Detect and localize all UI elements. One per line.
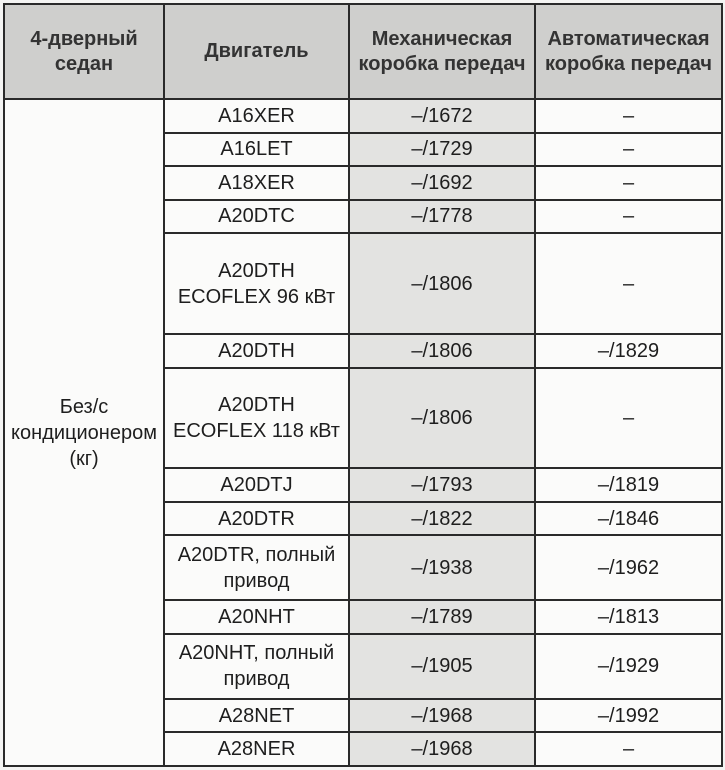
engine-cell: A20DTR [164, 502, 349, 536]
group-label: Без/с кондиционером (кг) [4, 99, 164, 766]
automatic-cell: –/1929 [535, 634, 722, 699]
header-manual-gearbox: Механическая коробка передач [349, 4, 535, 99]
automatic-cell: –/1846 [535, 502, 722, 536]
engine-cell: A18XER [164, 166, 349, 200]
automatic-cell: – [535, 732, 722, 766]
manual-cell: –/1672 [349, 99, 535, 133]
automatic-cell: – [535, 233, 722, 334]
automatic-cell: –/1819 [535, 468, 722, 502]
header-automatic-gearbox: Автоматическая коробка передач [535, 4, 722, 99]
engine-cell: A28NET [164, 699, 349, 733]
engine-cell: A20DTH ECOFLEX 96 кВт [164, 233, 349, 334]
table-row [4, 99, 722, 133]
automatic-cell: –/1829 [535, 334, 722, 368]
engine-cell: A20NHT, полный привод [164, 634, 349, 699]
manual-cell: –/1968 [349, 699, 535, 733]
header-body-type: 4-дверный седан [4, 4, 164, 99]
manual-cell: –/1729 [349, 133, 535, 167]
weight-table [3, 3, 723, 767]
engine-cell: A16LET [164, 133, 349, 167]
automatic-cell: –/1813 [535, 600, 722, 634]
automatic-cell: –/1992 [535, 699, 722, 733]
manual-cell: –/1806 [349, 334, 535, 368]
engine-cell: A20DTH ECOFLEX 118 кВт [164, 368, 349, 469]
engine-cell: A16XER [164, 99, 349, 133]
manual-cell: –/1789 [349, 600, 535, 634]
header-row [4, 4, 722, 99]
manual-cell: –/1793 [349, 468, 535, 502]
manual-cell: –/1822 [349, 502, 535, 536]
manual-cell: –/1938 [349, 535, 535, 600]
engine-cell: A20DTC [164, 200, 349, 234]
engine-cell: A20DTR, полный привод [164, 535, 349, 600]
engine-cell: A28NER [164, 732, 349, 766]
automatic-cell: – [535, 368, 722, 469]
automatic-cell: – [535, 200, 722, 234]
automatic-cell: – [535, 133, 722, 167]
manual-cell: –/1806 [349, 368, 535, 469]
engine-cell: A20DTH [164, 334, 349, 368]
engine-cell: A20DTJ [164, 468, 349, 502]
header-engine: Двигатель [164, 4, 349, 99]
automatic-cell: – [535, 166, 722, 200]
manual-cell: –/1692 [349, 166, 535, 200]
automatic-cell: –/1962 [535, 535, 722, 600]
manual-cell: –/1778 [349, 200, 535, 234]
manual-cell: –/1968 [349, 732, 535, 766]
manual-cell: –/1905 [349, 634, 535, 699]
automatic-cell: – [535, 99, 722, 133]
manual-cell: –/1806 [349, 233, 535, 334]
engine-cell: A20NHT [164, 600, 349, 634]
